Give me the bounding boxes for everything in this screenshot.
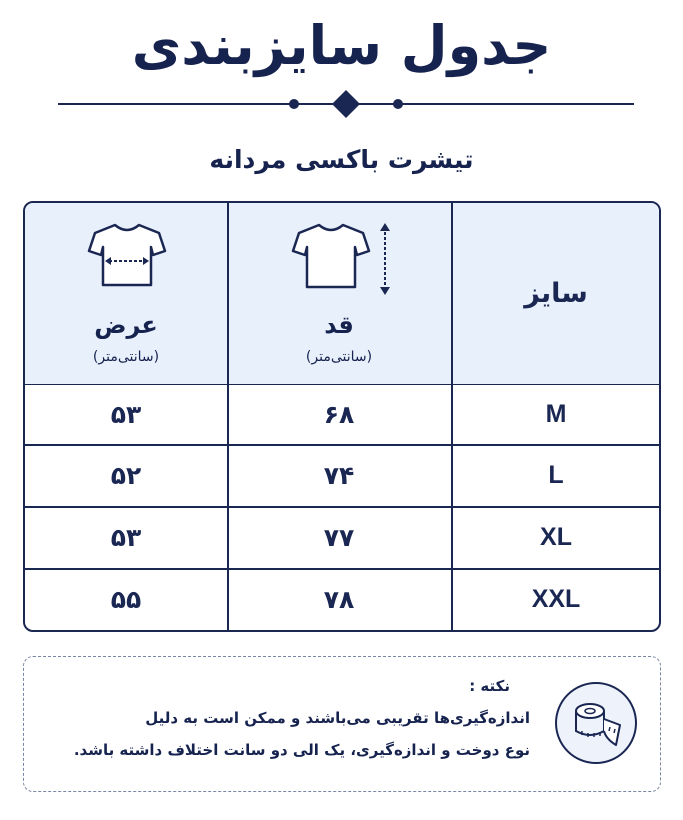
width-cell: ۵۳ [110,399,142,429]
length-cell: ۷۸ [323,585,355,614]
width-unit: (سانتی‌متر) [92,349,160,365]
size-table [23,201,661,632]
width-cell: ۵۵ [110,585,142,614]
width-label: عرض [94,311,158,339]
title-divider [58,86,634,122]
size-header: سایز [524,278,588,309]
header-width [25,203,227,384]
note-box [23,656,661,792]
header-length [227,203,451,384]
width-cell: ۵۲ [110,461,142,490]
length-unit: (سانتی‌متر) [305,349,373,365]
tshirt-length-icon [289,221,399,301]
length-cell: ۷۷ [323,523,355,552]
length-cell: ۷۴ [323,461,355,490]
size-cell: M [545,399,567,428]
note-title: نکته : [469,677,510,695]
page-title: جدول سایزبندی [131,14,552,77]
width-cell: ۵۳ [110,523,142,552]
product-subtitle: تیشرت باکسی مردانه [209,145,474,174]
measuring-tape-icon [554,681,638,765]
size-cell: L [548,461,564,489]
note-line-1: اندازه‌گیری‌ها تقریبی می‌باشند و ممکن است به دلیل [145,709,530,727]
note-line-2: نوع دوخت و اندازه‌گیری، یک الی دو سانت اختلاف داشته باشد. [73,741,530,759]
size-cell: XL [540,523,572,551]
tshirt-width-icon [87,221,167,289]
length-label: قد [324,311,354,339]
size-cell: XXL [531,585,581,613]
length-cell: ۶۸ [323,399,355,429]
